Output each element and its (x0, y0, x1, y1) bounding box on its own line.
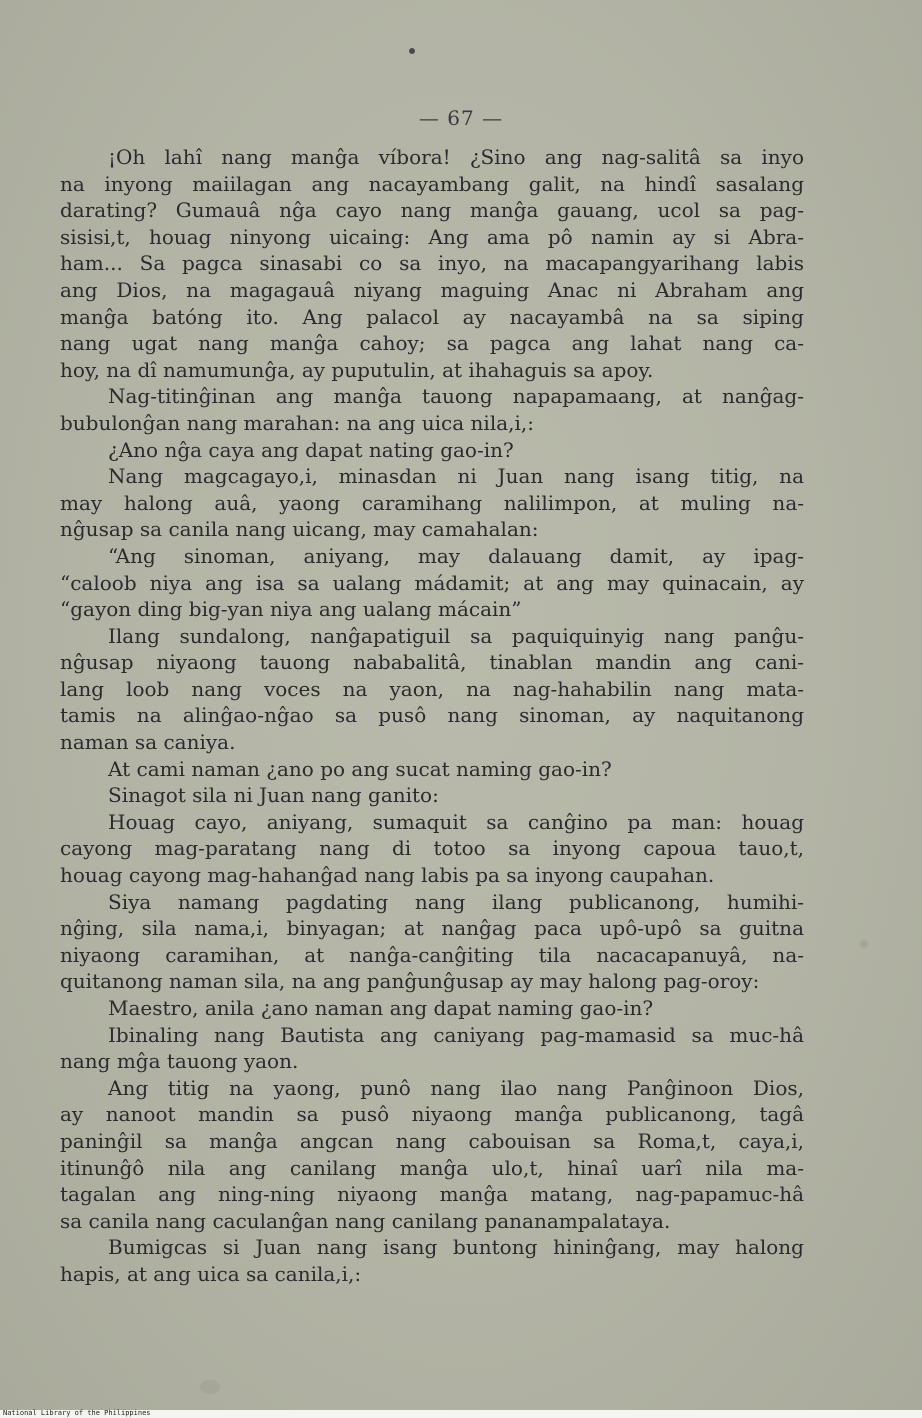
text-line: houag cayong mag-hahanĝad nang labis pa sa inyong caupahan. (60, 863, 715, 888)
text-line: Maestro, anila ¿ano naman ang dapat naming gao-in? (108, 996, 654, 1020)
text-line: paninĝil sa manĝa angcan nang cabouisan sa Roma,t, caya,i, (60, 1128, 804, 1153)
text-line: manĝa batóng ito. Ang palacol ay nacayambâ na sa siping (60, 304, 804, 329)
text-line: nĝing, sila nama,i, binyagan; at nanĝag paca upô-upô sa guitna (60, 916, 804, 941)
text-line: sisisi,t, houag ninyong uicaing: Ang ama pô namin ay si Abra- (60, 224, 804, 249)
text-line: “caloob niya ang isa sa ualang mádamit; at ang may quinacain, ay (60, 570, 804, 595)
text-line: At cami naman ¿ano po ang sucat naming gao-in? (108, 756, 612, 781)
text-line: sa canila nang caculanĝan nang canilang pananampalataya. (60, 1208, 671, 1233)
text-line: lang loob nang voces na yaon, na nag-hahabilin nang mata- (60, 676, 804, 701)
text-line: ¿Ano nĝa caya ang dapat nating gao-in? (108, 437, 514, 462)
text-line: Ilang sundalong, nanĝapatiguil sa paquiquinyig nang panĝu- (108, 623, 804, 648)
body-text (60, 144, 804, 1288)
page-number: — 67 — (418, 106, 504, 130)
text-line: may halong auâ, yaong caramihang nalilimpon, at muling na- (60, 490, 804, 515)
text-line: ¡Oh lahî nang manĝa víbora! ¿Sino ang nag-salitâ sa inyo (108, 145, 804, 169)
text-line: Bumigcas si Juan nang isang buntong hininĝang, may halong (108, 1235, 804, 1260)
text-line: hapis, at ang uica sa canila,i,: (60, 1261, 362, 1286)
paper-stain (860, 940, 868, 948)
text-line: naman sa caniya. (60, 730, 236, 755)
text-line: cayong mag-paratang nang di totoo sa inyong capoua tauo,t, (60, 836, 804, 861)
text-line: Siya namang pagdating nang ilang publicanong, humihi- (108, 889, 804, 914)
text-line: Ibinaling nang Bautista ang caniyang pag-mamasid sa muc-hâ (108, 1022, 804, 1047)
text-line: Sinagot sila ni Juan nang ganito: (108, 783, 439, 808)
text-line: nang mĝa tauong yaon. (60, 1049, 299, 1074)
text-line: ham... Sa pagca sinasabi co sa inyo, na macapangyarihang labis (60, 251, 804, 276)
text-line: Nag-titinĝinan ang manĝa tauong napapamaang, at nanĝag- (108, 384, 804, 409)
text-line: tagalan ang ning-ning niyaong manĝa matang, nag-papamuc-hâ (60, 1182, 804, 1207)
text-line: “gayon ding big-yan niya ang ualang mácain” (60, 597, 522, 622)
text-line: nĝusap sa canila nang uicang, may camahalan: (60, 517, 539, 542)
text-line: na inyong maiilagan ang nacayambang galit, na hindî sasalang (60, 171, 804, 196)
text-line: nĝusap niyaong tauong nababalitâ, tinablan mandin ang cani- (60, 650, 804, 675)
text-line: hoy, na dî namumunĝa, ay puputulin, at ihahaguis sa apoy. (60, 357, 654, 382)
text-line: quitanong naman sila, na ang panĝunĝusap ay may halong pag-oroy: (60, 969, 760, 994)
text-line: ay nanoot mandin sa pusô niyaong manĝa publicanong, tagâ (60, 1102, 804, 1127)
text-line: Nang magcagayo,i, minasdan ni Juan nang isang titig, na (108, 464, 804, 489)
text-line: Houag cayo, aniyang, sumaquit sa canĝino pa man: houag (108, 809, 804, 834)
text-line: tamis na alinĝao-nĝao sa pusô nang sinoman, ay naquitanong (60, 703, 804, 728)
text-line: darating? Gumauâ nĝa cayo nang manĝa gauang, ucol sa pag- (60, 198, 804, 223)
paper-stain (200, 1380, 220, 1394)
text-line: ang Dios, na magagauâ niyang maguing Anac ni Abraham ang (60, 277, 804, 302)
ink-dot (409, 48, 415, 54)
text-line: “Ang sinoman, aniyang, may dalauang damit, ay ipag- (108, 543, 804, 568)
footer-credit: National Library of the Philippines (3, 1409, 151, 1417)
text-line: niyaong caramihan, at nanĝa-canĝiting tila nacacapanuyâ, na- (60, 942, 804, 967)
text-line: bubulonĝan nang marahan: na ang uica nila,i,: (60, 410, 534, 435)
text-line: nang ugat nang manĝa cahoy; sa pagca ang lahat nang ca- (60, 331, 804, 356)
text-line: itinunĝô nila ang canilang manĝa ulo,t, hinaî uarî nila ma- (60, 1155, 804, 1180)
text-line: Ang titig na yaong, punô nang ilao nang Panĝinoon Dios, (108, 1075, 804, 1100)
